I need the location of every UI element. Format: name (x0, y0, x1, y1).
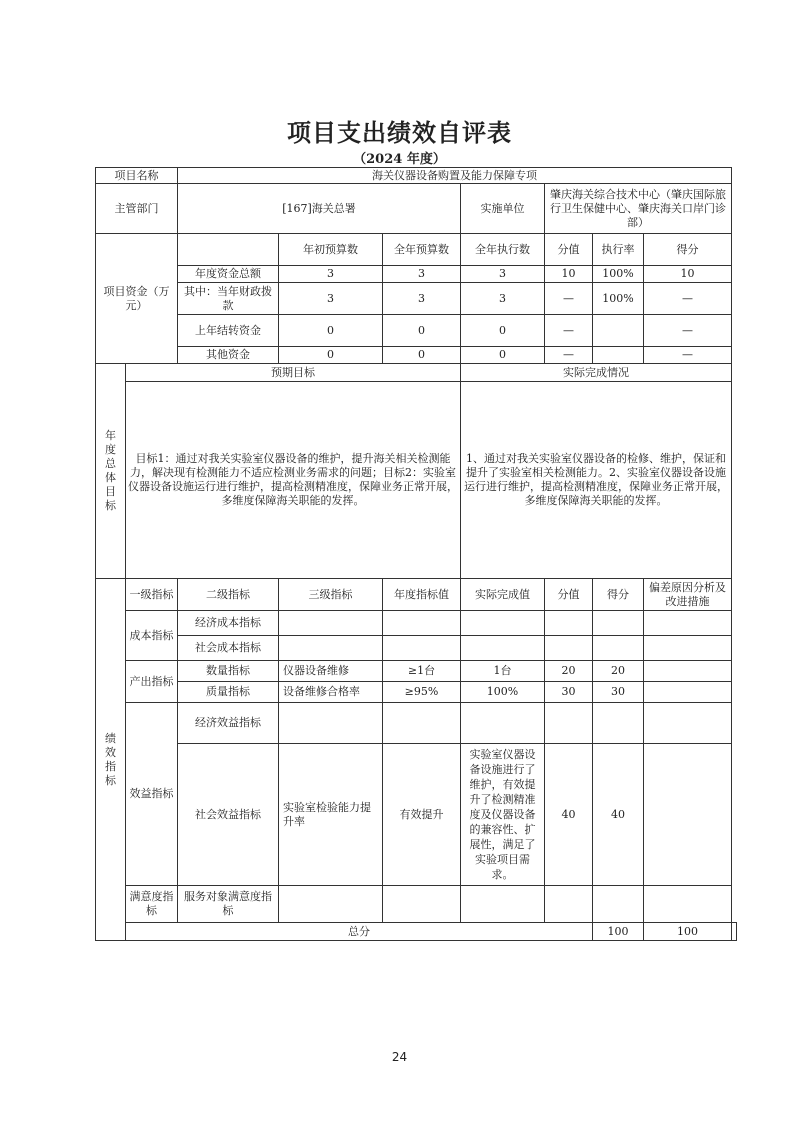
perf-header: 分值 (545, 579, 593, 611)
total-label: 总分 (126, 923, 593, 941)
output-target: ≥1台 (383, 661, 461, 682)
impl-value: 肇庆海关综合技术中心（肇庆国际旅行卫生保健中心、肇庆海关口岸门诊部） (545, 184, 732, 234)
page-number: 24 (391, 1050, 408, 1064)
funds-cell: 3 (279, 283, 383, 315)
funds-cell: — (545, 315, 593, 347)
funds-header: 全年执行数 (461, 234, 545, 266)
benefit-l1: 效益指标 (126, 703, 178, 886)
perf-header: 一级指标 (126, 579, 178, 611)
perf-header: 实际完成值 (461, 579, 545, 611)
funds-row-name: 其他资金 (178, 347, 279, 364)
benefit-social-target: 有效提升 (383, 744, 461, 886)
funds-cell (593, 315, 644, 347)
perf-header: 年度指标值 (383, 579, 461, 611)
output-got: 30 (593, 682, 644, 703)
cost-l1: 成本指标 (126, 611, 178, 661)
output-l1: 产出指标 (126, 661, 178, 703)
funds-cell: 0 (461, 315, 545, 347)
funds-cell: 100% (593, 283, 644, 315)
funds-cell: — (644, 347, 732, 364)
output-score: 30 (545, 682, 593, 703)
document-year: （2024 年度） (353, 152, 446, 167)
funds-header: 得分 (644, 234, 732, 266)
funds-cell: 0 (279, 347, 383, 364)
output-l3: 仪器设备维修 (279, 661, 383, 682)
output-l2: 数量指标 (178, 661, 279, 682)
funds-cell: 100% (593, 266, 644, 283)
funds-header: 年初预算数 (279, 234, 383, 266)
perf-header: 二级指标 (178, 579, 279, 611)
perf-header: 得分 (593, 579, 644, 611)
impl-label: 实施单位 (461, 184, 545, 234)
output-deviation (644, 682, 732, 703)
funds-header: 全年预算数 (383, 234, 461, 266)
funds-row-name: 其中：当年财政拨款 (178, 283, 279, 315)
funds-row-name: 年度资金总额 (178, 266, 279, 283)
project-name-label: 项目名称 (96, 168, 178, 184)
funds-cell: 3 (279, 266, 383, 283)
funds-cell: 10 (644, 266, 732, 283)
funds-cell: 0 (461, 347, 545, 364)
benefit-social-deviation (644, 744, 732, 886)
funds-cell: 10 (545, 266, 593, 283)
output-l2: 质量指标 (178, 682, 279, 703)
actual-goal-text: 1、通过对我关实验室仪器设备的检修、维护，保证和提升了实验室相关检测能力。2、实验室仪器设备设施运行进行维护，提高检测精准度，保障业务正常开展，多维度保障海关职能的发挥。 (461, 382, 732, 579)
funds-cell: 0 (383, 347, 461, 364)
expected-goal-header: 预期目标 (126, 364, 461, 382)
cost-l2: 社会成本指标 (178, 636, 279, 661)
total-got: 100 (644, 923, 732, 941)
cost-l2: 经济成本指标 (178, 611, 279, 636)
funds-cell: 0 (279, 315, 383, 347)
output-got: 20 (593, 661, 644, 682)
perf-label: 绩 效 指 标 (96, 579, 126, 941)
benefit-social-score: 40 (545, 744, 593, 886)
funds-cell (593, 347, 644, 364)
funds-header-blank (178, 234, 279, 266)
benefit-social-actual: 实验室仪器设备设施进行了维护，有效提升了检测精准度及仪器设备的兼容性、扩展性，满足了实验项目需求。 (461, 744, 545, 886)
perf-header: 偏差原因分析及改进措施 (644, 579, 732, 611)
total-score: 100 (593, 923, 644, 941)
funds-header: 分值 (545, 234, 593, 266)
funds-cell: 3 (461, 266, 545, 283)
funds-cell: 0 (383, 315, 461, 347)
output-actual: 100% (461, 682, 545, 703)
document-title: 项目支出绩效自评表 (287, 118, 512, 147)
dept-value: [167]海关总署 (178, 184, 461, 234)
benefit-econ-l2: 经济效益指标 (178, 703, 279, 744)
output-actual: 1台 (461, 661, 545, 682)
funds-cell: — (644, 315, 732, 347)
funds-cell: 3 (383, 283, 461, 315)
funds-row-name: 上年结转资金 (178, 315, 279, 347)
output-score: 20 (545, 661, 593, 682)
funds-cell: — (545, 347, 593, 364)
output-target: ≥95% (383, 682, 461, 703)
benefit-social-l3: 实验室检验能力提升率 (279, 744, 383, 886)
funds-cell: — (545, 283, 593, 315)
benefit-social-l2: 社会效益指标 (178, 744, 279, 886)
actual-goal-header: 实际完成情况 (461, 364, 732, 382)
output-deviation (644, 661, 732, 682)
satisfaction-l1: 满意度指标 (126, 886, 178, 923)
funds-label: 项目资金（万元） (96, 234, 178, 364)
evaluation-table (95, 167, 737, 941)
expected-goal-text: 目标1：通过对我关实验室仪器设备的维护，提升海关相关检测能力，解决现有检测能力不适应检测业务需求的问题；目标2：实验室仪器设备设施运行进行维护，提高检测精准度，保障业务正常开展，多维度保障海关职能的发挥。 (126, 382, 461, 579)
total-deviation (732, 923, 737, 941)
funds-header: 执行率 (593, 234, 644, 266)
goals-label: 年 度 总 体 目 标 (96, 364, 126, 579)
perf-header: 三级指标 (279, 579, 383, 611)
funds-cell: 3 (461, 283, 545, 315)
dept-label: 主管部门 (96, 184, 178, 234)
output-l3: 设备维修合格率 (279, 682, 383, 703)
satisfaction-l2: 服务对象满意度指标 (178, 886, 279, 923)
funds-cell: 3 (383, 266, 461, 283)
benefit-social-got: 40 (593, 744, 644, 886)
funds-cell: — (644, 283, 732, 315)
project-name-value: 海关仪器设备购置及能力保障专项 (178, 168, 732, 184)
